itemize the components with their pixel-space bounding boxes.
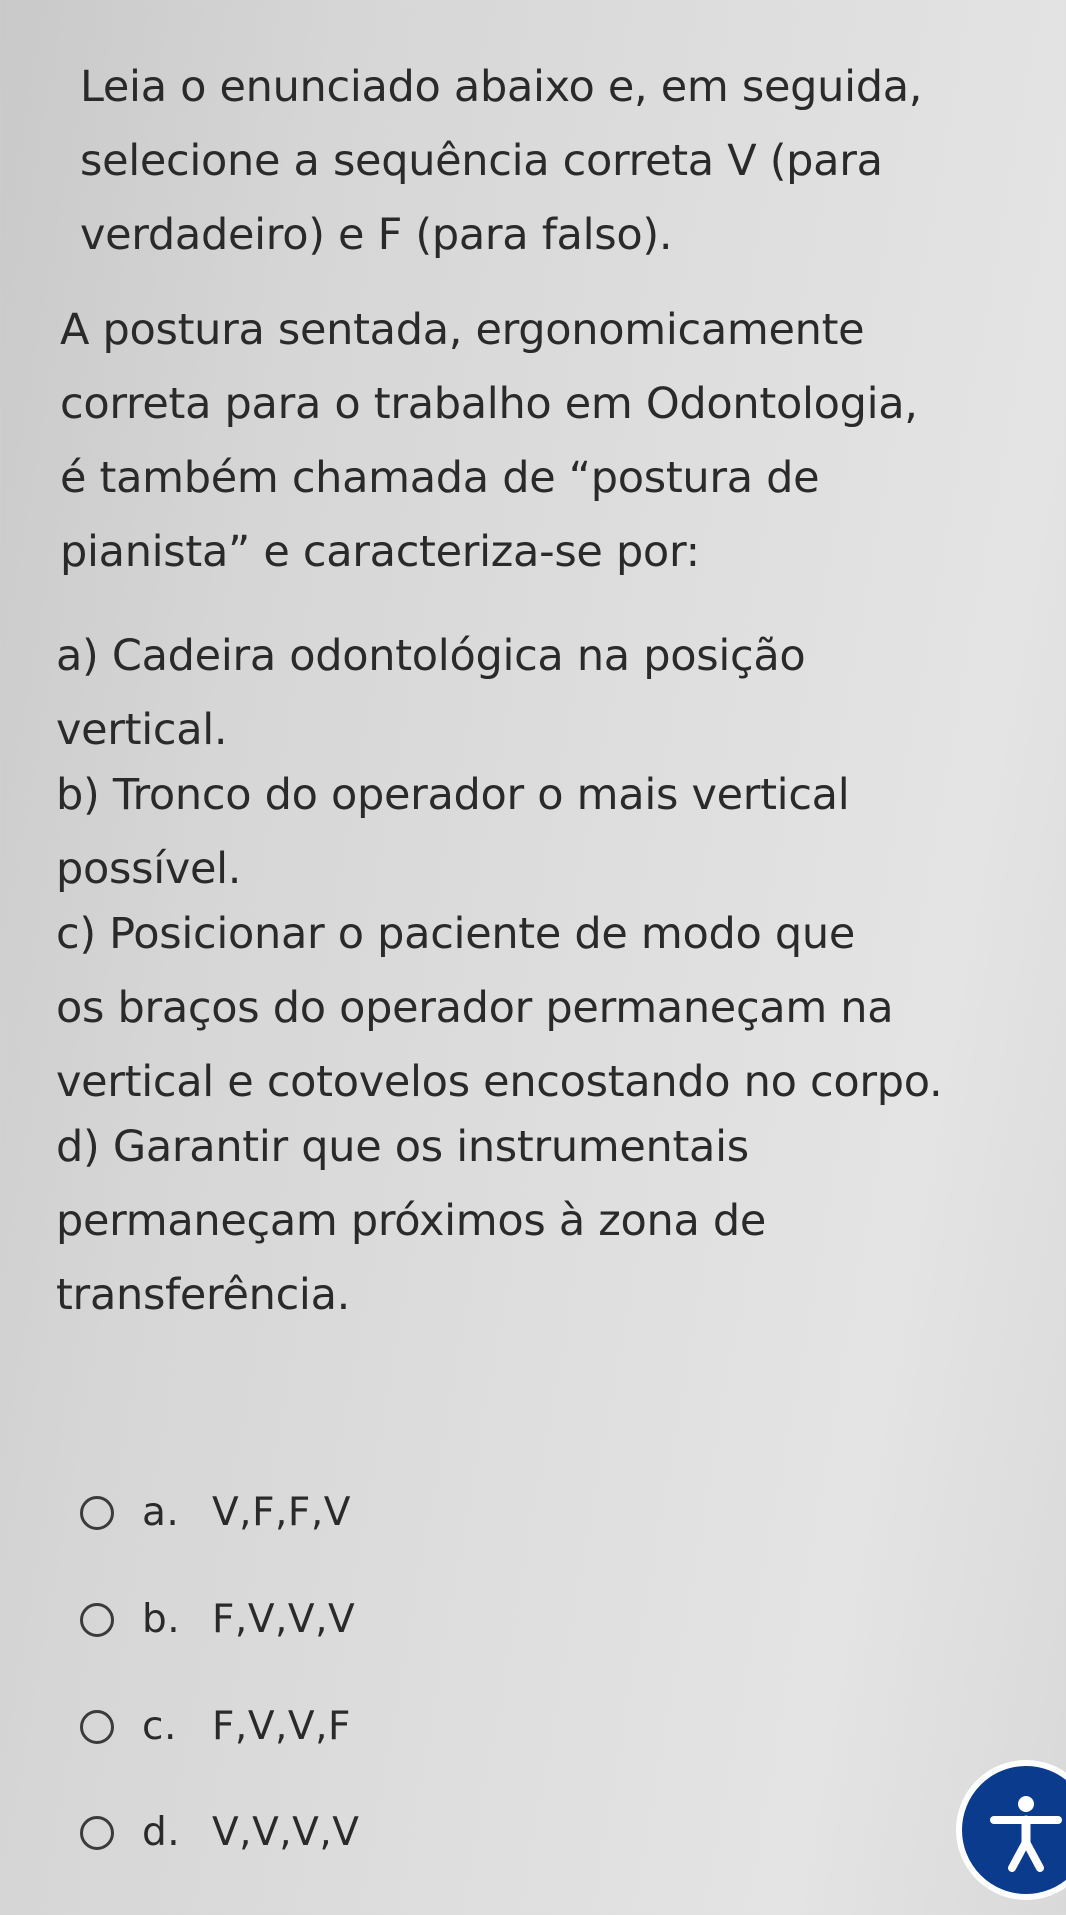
item-line: os braços do operador permaneçam na <box>56 983 894 1033</box>
option-letter: b. <box>142 1597 181 1642</box>
option-value: V,V,V,V <box>212 1810 360 1855</box>
statement-line: correta para o trabalho em Odontologia, <box>60 379 918 429</box>
accessibility-person-icon <box>980 1792 1066 1876</box>
radio-button[interactable] <box>80 1496 114 1530</box>
statement-item-a <box>56 619 805 767</box>
accessibility-button[interactable] <box>956 1760 1066 1900</box>
item-line: permaneçam próximos à zona de <box>56 1196 767 1246</box>
statement-item-c <box>56 897 942 1119</box>
option-text <box>142 1810 359 1855</box>
item-line: possível. <box>56 844 242 894</box>
statement-item-d <box>56 1110 766 1332</box>
answer-option-c[interactable] <box>80 1704 351 1749</box>
option-letter: c. <box>142 1704 177 1749</box>
option-value: F,V,V,V <box>212 1597 356 1642</box>
radio-button[interactable] <box>80 1710 114 1744</box>
instruction-line: Leia o enunciado abaixo e, em seguida, <box>80 62 923 112</box>
item-line: c) Posicionar o paciente de modo que <box>56 909 855 959</box>
instruction-line: selecione a sequência correta V (para <box>80 136 883 186</box>
item-line: vertical. <box>56 705 228 755</box>
option-text <box>142 1704 351 1749</box>
statement-line: é também chamada de “postura de <box>60 453 820 503</box>
statement-item-b <box>56 758 849 906</box>
option-value: V,F,F,V <box>212 1490 351 1535</box>
instruction-line: verdadeiro) e F (para falso). <box>80 210 673 260</box>
item-line: transferência. <box>56 1270 350 1320</box>
answer-option-b[interactable] <box>80 1597 355 1642</box>
radio-button[interactable] <box>80 1603 114 1637</box>
answer-option-d[interactable] <box>80 1810 359 1855</box>
option-value: F,V,V,F <box>212 1704 351 1749</box>
item-line: a) Cadeira odontológica na posição <box>56 631 806 681</box>
statement-line: A postura sentada, ergonomicamente <box>60 305 865 355</box>
option-letter: d. <box>142 1810 181 1855</box>
item-line: b) Tronco do operador o mais vertical <box>56 770 850 820</box>
option-text <box>142 1490 351 1535</box>
answer-option-a[interactable] <box>80 1490 351 1535</box>
question-instruction <box>80 50 922 272</box>
item-line: vertical e cotovelos encostando no corpo. <box>56 1057 943 1107</box>
item-line: d) Garantir que os instrumentais <box>56 1122 749 1172</box>
option-letter: a. <box>142 1490 180 1535</box>
question-statement <box>60 293 918 589</box>
statement-line: pianista” e caracteriza-se por: <box>60 527 700 577</box>
radio-button[interactable] <box>80 1816 114 1850</box>
option-text <box>142 1597 355 1642</box>
